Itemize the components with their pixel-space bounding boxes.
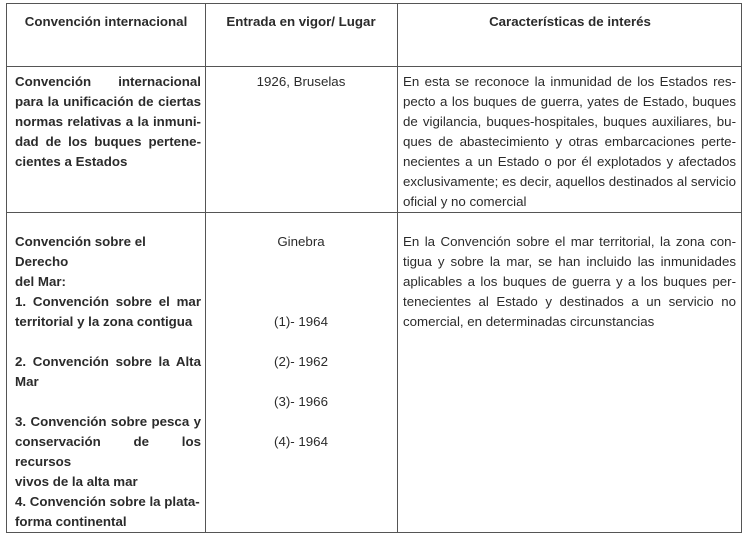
row2-item-1: 1. Convención sobre el mar territorial y la zona contigua (15, 294, 201, 329)
row2-date-2: (2)- 1962 (274, 354, 328, 369)
row2-place: Ginebra (277, 234, 325, 249)
conventions-table (6, 3, 742, 533)
row2-item-2: 2. Convención sobre la Alta Mar (15, 354, 201, 389)
header-convention: Convención internacional (24, 14, 188, 29)
row2-item-4: 4. Convención sobre la plata- forma continental (15, 494, 200, 529)
column-divider (397, 4, 398, 532)
header-features: Características de interés (489, 14, 651, 29)
row2-date-1: (1)- 1964 (274, 314, 328, 329)
row2-item-3: 3. Convención sobre pesca y conservación de los recursos vivos de la alta mar (15, 414, 201, 489)
row1-features: En esta se reconoce la inmunidad de los Estados res- pecto a los buques de guerra, yates de Estado, buques de vigilancia, buques-hospitales, buques auxiliares, bu- ques de abastecimiento y otras embarcaciones perte- necientes a un Estado o por él explotados y afectados exclusivamente; es decir, aquellos destinados al servicio oficial y no comercial (403, 74, 736, 209)
row-divider (7, 212, 741, 213)
row2-features: En la Convención sobre el mar territorial, la zona con- tigua y sobre la mar, se han incluido las inmunidades aplicables a los buques de guerra y a los buques per- tenecientes al Estado y destinados a un servicio no comercial, en determinadas circunstancias (403, 234, 736, 329)
row2-title: Convención sobre el Derecho del Mar: (15, 234, 146, 289)
row2-date-4: (4)- 1964 (274, 434, 328, 449)
row-divider (7, 66, 741, 67)
row2-date-3: (3)- 1966 (274, 394, 328, 409)
row1-entry: 1926, Bruselas (256, 74, 346, 89)
row1-convention: Convención internacional para la unificación de ciertas normas relativas a la inmuni- dad de los buques pertene- cientes a Estados (15, 74, 201, 169)
header-entry: Entrada en vigor/ Lugar (226, 14, 376, 29)
